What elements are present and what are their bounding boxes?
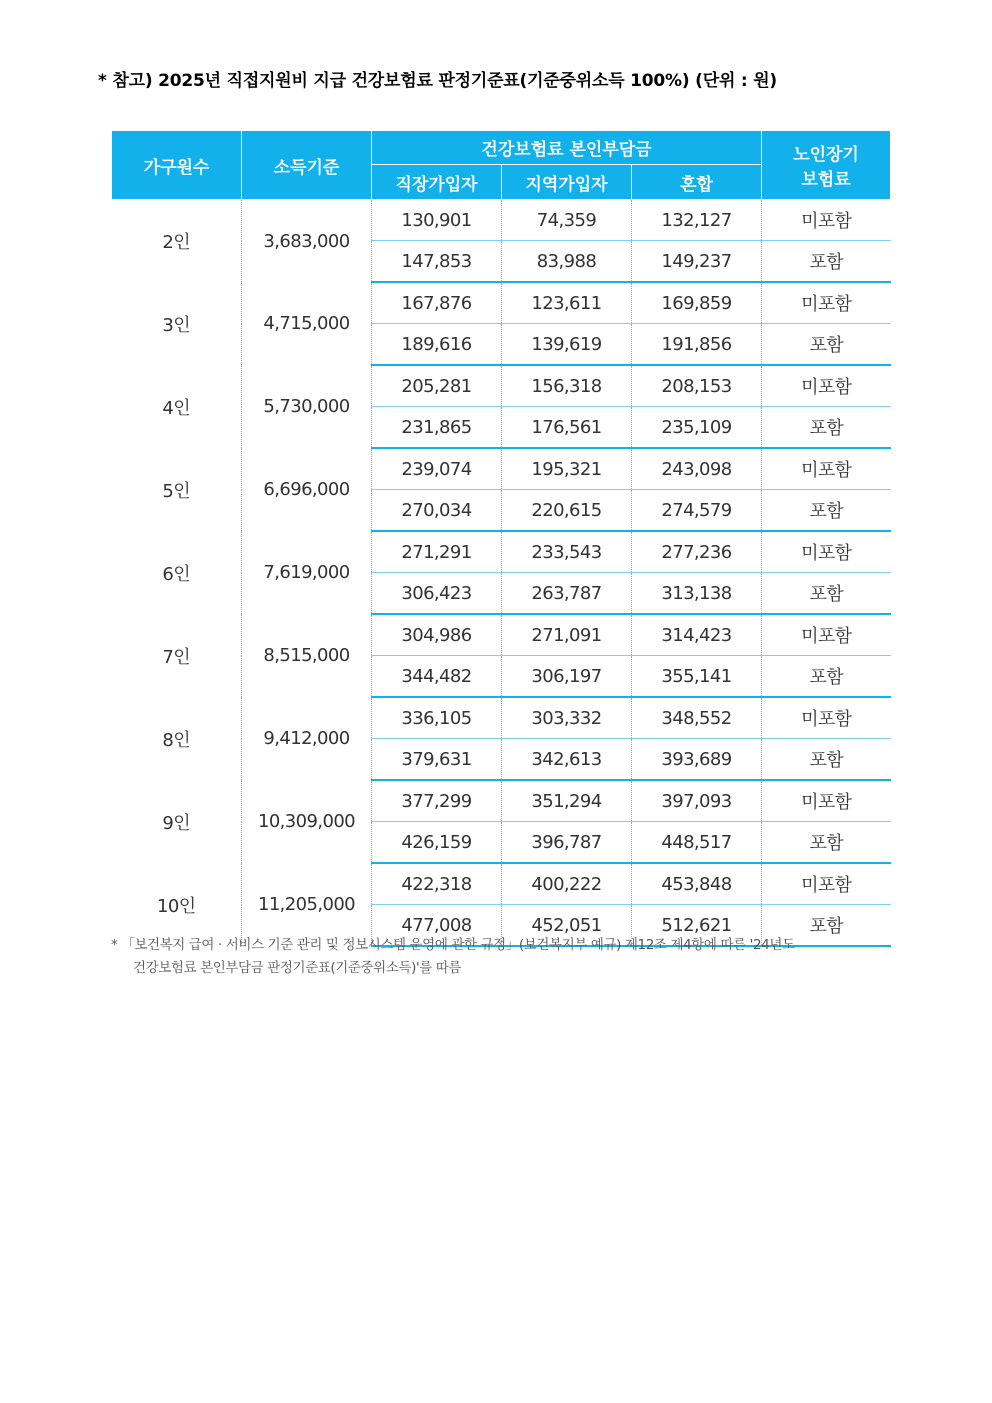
ltc-cell: 미포함: [762, 697, 891, 739]
premium-criteria-table: [111, 130, 891, 947]
workplace-cell: 189,616: [372, 324, 502, 366]
header-premium-group: 건강보험료 본인부담금: [372, 131, 762, 165]
regional-cell: 306,197: [502, 656, 632, 698]
footnote: [111, 934, 901, 980]
household-cell: 2인: [112, 200, 242, 283]
income-cell: 6,696,000: [242, 448, 372, 531]
header-household: 가구원수: [112, 131, 242, 200]
mixed-cell: 453,848: [632, 863, 762, 905]
regional-cell: 176,561: [502, 407, 632, 449]
household-cell: 10인: [112, 863, 242, 946]
mixed-cell: 512,621: [632, 905, 762, 947]
mixed-cell: 243,098: [632, 448, 762, 490]
ltc-cell: 미포함: [762, 365, 891, 407]
household-cell: 6인: [112, 531, 242, 614]
income-cell: 8,515,000: [242, 614, 372, 697]
table-row: [112, 780, 891, 822]
mixed-cell: 348,552: [632, 697, 762, 739]
mixed-cell: 397,093: [632, 780, 762, 822]
regional-cell: 83,988: [502, 241, 632, 283]
mixed-cell: 191,856: [632, 324, 762, 366]
workplace-cell: 167,876: [372, 282, 502, 324]
regional-cell: 139,619: [502, 324, 632, 366]
regional-cell: 351,294: [502, 780, 632, 822]
ltc-cell: 포함: [762, 407, 891, 449]
workplace-cell: 377,299: [372, 780, 502, 822]
table-row: [112, 200, 891, 241]
ltc-cell: 포함: [762, 573, 891, 615]
mixed-cell: 313,138: [632, 573, 762, 615]
workplace-cell: 304,986: [372, 614, 502, 656]
ltc-cell: 미포함: [762, 780, 891, 822]
workplace-cell: 477,008: [372, 905, 502, 947]
income-cell: 9,412,000: [242, 697, 372, 780]
ltc-cell: 미포함: [762, 448, 891, 490]
ltc-cell: 미포함: [762, 863, 891, 905]
workplace-cell: 426,159: [372, 822, 502, 864]
workplace-cell: 422,318: [372, 863, 502, 905]
mixed-cell: 149,237: [632, 241, 762, 283]
regional-cell: 195,321: [502, 448, 632, 490]
regional-cell: 400,222: [502, 863, 632, 905]
workplace-cell: 147,853: [372, 241, 502, 283]
household-cell: 8인: [112, 697, 242, 780]
header-ltc: [762, 131, 891, 200]
workplace-cell: 205,281: [372, 365, 502, 407]
table-row: [112, 282, 891, 324]
ltc-cell: 미포함: [762, 282, 891, 324]
mixed-cell: 235,109: [632, 407, 762, 449]
workplace-cell: 379,631: [372, 739, 502, 781]
ltc-cell: 포함: [762, 324, 891, 366]
income-cell: 5,730,000: [242, 365, 372, 448]
income-cell: 11,205,000: [242, 863, 372, 946]
header-mixed: 혼합: [632, 165, 762, 200]
regional-cell: 74,359: [502, 200, 632, 241]
footnote-line-1: * 「보건복지 급여 · 서비스 기준 관리 및 정보시스템 운영에 관한 규정」(보건복지부 예규) 제12조 제4항에 따른 '24년도: [111, 937, 795, 953]
header-workplace: 직장가입자: [372, 165, 502, 200]
ltc-cell: 미포함: [762, 200, 891, 241]
household-cell: 4인: [112, 365, 242, 448]
regional-cell: 263,787: [502, 573, 632, 615]
workplace-cell: 336,105: [372, 697, 502, 739]
footnote-line-2: 건강보험료 본인부담금 판정기준표(기준중위소득)'를 따름: [133, 960, 462, 976]
regional-cell: 220,615: [502, 490, 632, 532]
mixed-cell: 277,236: [632, 531, 762, 573]
ltc-cell: 포함: [762, 490, 891, 532]
workplace-cell: 239,074: [372, 448, 502, 490]
page-title: * 참고) 2025년 직접지원비 지급 건강보험료 판정기준표(기준중위소득 100%) (단위 : 원): [98, 71, 777, 91]
workplace-cell: 344,482: [372, 656, 502, 698]
income-cell: 4,715,000: [242, 282, 372, 365]
income-cell: 7,619,000: [242, 531, 372, 614]
regional-cell: 396,787: [502, 822, 632, 864]
regional-cell: 342,613: [502, 739, 632, 781]
household-cell: 9인: [112, 780, 242, 863]
regional-cell: 123,611: [502, 282, 632, 324]
table-row: [112, 697, 891, 739]
household-cell: 7인: [112, 614, 242, 697]
workplace-cell: 306,423: [372, 573, 502, 615]
income-cell: 3,683,000: [242, 200, 372, 283]
regional-cell: 156,318: [502, 365, 632, 407]
workplace-cell: 231,865: [372, 407, 502, 449]
mixed-cell: 355,141: [632, 656, 762, 698]
table-row: [112, 614, 891, 656]
header-regional: 지역가입자: [502, 165, 632, 200]
mixed-cell: 274,579: [632, 490, 762, 532]
mixed-cell: 132,127: [632, 200, 762, 241]
header-income: 소득기준: [242, 131, 372, 200]
mixed-cell: 169,859: [632, 282, 762, 324]
household-cell: 5인: [112, 448, 242, 531]
regional-cell: 271,091: [502, 614, 632, 656]
ltc-cell: 포함: [762, 656, 891, 698]
mixed-cell: 314,423: [632, 614, 762, 656]
table-row: [112, 448, 891, 490]
table-row: [112, 365, 891, 407]
header-ltc-line1: 노인장기: [793, 145, 859, 165]
household-cell: 3인: [112, 282, 242, 365]
header-ltc-line2: 보험료: [801, 170, 851, 190]
income-cell: 10,309,000: [242, 780, 372, 863]
ltc-cell: 포함: [762, 739, 891, 781]
mixed-cell: 393,689: [632, 739, 762, 781]
ltc-cell: 포함: [762, 905, 891, 947]
regional-cell: 233,543: [502, 531, 632, 573]
ltc-cell: 미포함: [762, 531, 891, 573]
workplace-cell: 130,901: [372, 200, 502, 241]
workplace-cell: 271,291: [372, 531, 502, 573]
mixed-cell: 208,153: [632, 365, 762, 407]
table-row: [112, 531, 891, 573]
ltc-cell: 포함: [762, 822, 891, 864]
table-row: [112, 863, 891, 905]
workplace-cell: 270,034: [372, 490, 502, 532]
mixed-cell: 448,517: [632, 822, 762, 864]
ltc-cell: 포함: [762, 241, 891, 283]
ltc-cell: 미포함: [762, 614, 891, 656]
regional-cell: 452,051: [502, 905, 632, 947]
regional-cell: 303,332: [502, 697, 632, 739]
table-body: [112, 200, 891, 947]
